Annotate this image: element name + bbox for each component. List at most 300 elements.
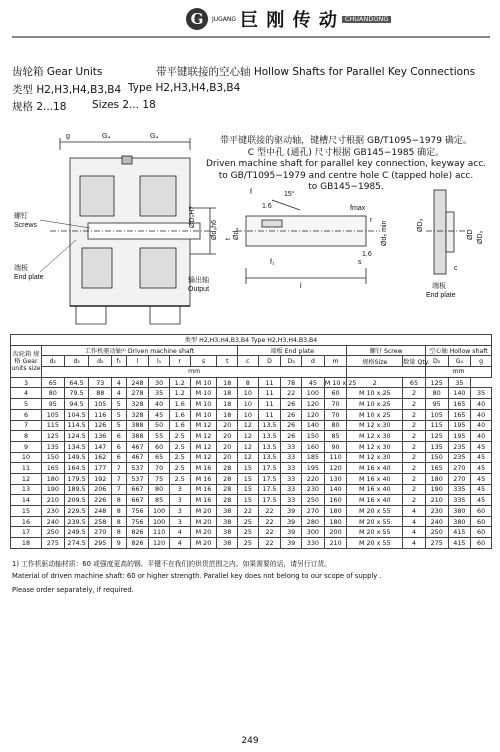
table-cell: 11 xyxy=(258,388,281,399)
label-f: f xyxy=(250,189,252,196)
table-cell: M 16 xyxy=(190,463,217,474)
brand-en-left: JUGANG xyxy=(212,15,237,23)
table-cell: 4 xyxy=(169,527,190,538)
table-cell: 240 xyxy=(41,516,64,527)
table-cell: 10 xyxy=(11,452,42,463)
table-cell: 4 xyxy=(403,538,426,549)
table-cell: 235 xyxy=(448,452,471,463)
table-cell: 18 xyxy=(11,538,42,549)
table-cell: 45 xyxy=(471,495,492,506)
sub-header-cell: f₁ xyxy=(112,356,126,367)
table-cell: 94.5 xyxy=(64,399,89,410)
table-row xyxy=(11,399,492,410)
table-cell: 165 xyxy=(425,463,448,474)
table-cell: 140 xyxy=(324,484,347,495)
table-cell: 1.6 xyxy=(169,409,190,420)
table-cell: 80 xyxy=(425,388,448,399)
table-cell: 210 xyxy=(324,538,347,549)
label-endplate2-en: End plate xyxy=(426,292,456,299)
table-cell: 278 xyxy=(126,388,149,399)
table-cell: 12 xyxy=(238,441,259,452)
table-cell: 22 xyxy=(258,506,281,517)
table-cell: 2 xyxy=(403,420,426,431)
table-cell: 274.5 xyxy=(64,538,89,549)
table-cell: 2 xyxy=(403,441,426,452)
table-cell: 130 xyxy=(324,473,347,484)
title-sizes-cn: 规格 2...18 xyxy=(12,101,67,113)
table-cell: 230 xyxy=(302,484,325,495)
table-cell: 280 xyxy=(302,516,325,527)
table-cell: 40 xyxy=(149,399,170,410)
table-cell: M 20 xyxy=(190,527,217,538)
table-cell: 2.5 xyxy=(169,463,190,474)
table-cell: 180 xyxy=(41,473,64,484)
table-row xyxy=(11,420,492,431)
sub-header-cell: D₃ xyxy=(281,356,302,367)
table-cell: 6 xyxy=(112,452,126,463)
table-cell: 7 xyxy=(112,463,126,474)
table-cell: 65 xyxy=(403,377,426,388)
table-cell: 15 xyxy=(11,506,42,517)
table-cell: 60 xyxy=(471,527,492,538)
table-cell: 250 xyxy=(425,527,448,538)
group-driven-header: 工作机驱动轴¹⁾ Driven machine shaft xyxy=(41,345,237,356)
table-cell: M 20 x 55 xyxy=(347,527,403,538)
table-cell: M 10 x 25 xyxy=(324,378,357,387)
table-cell: 164.5 xyxy=(64,463,89,474)
table-row xyxy=(11,409,492,420)
table-cell: 116 xyxy=(89,409,112,420)
table-cell: 25 xyxy=(238,516,259,527)
table-cell: 756 xyxy=(126,506,149,517)
table-cell: 80 xyxy=(149,484,170,495)
table-cell: 33 xyxy=(281,484,302,495)
note-en-3: to GB145−1985. xyxy=(308,182,384,192)
table-cell: 4 xyxy=(112,377,126,388)
table-cell: 147 xyxy=(89,441,112,452)
table-cell: 100 xyxy=(149,506,170,517)
label-endplate-en: End plate xyxy=(14,274,44,281)
table-cell: 35 xyxy=(149,388,170,399)
table-cell: 270 xyxy=(448,463,471,474)
table-cell: 13 xyxy=(11,484,42,495)
sub-header-cell: d₃ xyxy=(64,356,89,367)
table-cell: 328 xyxy=(126,399,149,410)
table-cell: 45 xyxy=(302,377,325,388)
logo-emblem: G xyxy=(186,8,208,30)
page-header xyxy=(0,0,500,36)
table-cell: 2 xyxy=(403,399,426,410)
table-cell: 60 xyxy=(149,441,170,452)
table-cell: 7 xyxy=(11,420,42,431)
table-cell: 8 xyxy=(112,506,126,517)
label-1-6: 1.6 xyxy=(262,203,272,210)
table-row xyxy=(11,527,492,538)
table-cell: 1.6 xyxy=(169,399,190,410)
table-cell: 18 xyxy=(217,388,238,399)
sub-header-cell: D₂ xyxy=(425,356,448,367)
table-cell: 40 xyxy=(471,431,492,442)
table-cell: 270 xyxy=(448,473,471,484)
table-cell: 40 xyxy=(471,420,492,431)
table-cell: 235 xyxy=(448,441,471,452)
table-cell: 33 xyxy=(281,441,302,452)
sub-header-cell: d₅ xyxy=(89,356,112,367)
footnote-cn: 1) 工作机驱动轴材质：60 或强度更高的钢。平键不在我们的供货范围之内。如果需要的话，请另行订货。 xyxy=(12,560,332,568)
label-screws-en: Screws xyxy=(14,222,37,229)
table-cell: 1.6 xyxy=(169,420,190,431)
table-cell: 22 xyxy=(281,388,302,399)
table-cell: 5 xyxy=(11,399,42,410)
table-cell: 8 xyxy=(112,516,126,527)
table-cell: 28 xyxy=(217,484,238,495)
table-cell: 95 xyxy=(425,399,448,410)
table-row xyxy=(11,516,492,527)
title-type-en: Type H2,H3,H4,B3,B4 xyxy=(128,82,241,94)
label-d4: Ød₄ xyxy=(233,227,240,240)
table-cell: 192 xyxy=(89,473,112,484)
sub-header-cell: c xyxy=(238,356,259,367)
table-cell: 190 xyxy=(41,484,64,495)
sub-header-cell: l₁ xyxy=(149,356,170,367)
table-cell: 149.5 xyxy=(64,452,89,463)
table-cell: 270 xyxy=(89,527,112,538)
table-cell: 22 xyxy=(258,516,281,527)
table-cell: 667 xyxy=(126,495,149,506)
table-cell: 415 xyxy=(448,538,471,549)
table-cell: 2 xyxy=(403,431,426,442)
table-cell: M 16 xyxy=(190,495,217,506)
table-cell: 38 xyxy=(217,538,238,549)
table-cell: 12 xyxy=(238,420,259,431)
table-cell: M 16 x 40 xyxy=(347,473,403,484)
group-screw-header: 螺钉 Screw xyxy=(347,345,425,356)
label-g: g xyxy=(66,133,70,140)
table-cell: 13.5 xyxy=(258,431,281,442)
table-cell: 10 xyxy=(238,399,259,410)
table-cell: 20 xyxy=(217,452,238,463)
table-cell: 105 xyxy=(425,409,448,420)
table-cell: M 12 xyxy=(190,452,217,463)
table-header-row xyxy=(11,335,492,346)
table-cell: 2 xyxy=(403,409,426,420)
sub-header-cell: G₄ xyxy=(448,356,471,367)
table-cell: 100 xyxy=(302,388,325,399)
table-cell: 33 xyxy=(281,463,302,474)
note-cn-2: C 型中孔 (通孔) 尺寸根据 GB145−1985 确定。 xyxy=(247,147,445,158)
table-cell: 39 xyxy=(281,506,302,517)
sub-header-cell: t xyxy=(217,356,238,367)
label-r: r xyxy=(370,217,373,224)
table-cell: 25 xyxy=(238,538,259,549)
sub-header-cell: m xyxy=(324,356,347,367)
label-1-6b: 1.6 xyxy=(362,251,372,258)
label-output-cn: 输出轴 xyxy=(188,277,209,284)
table-cell: 270 xyxy=(302,506,325,517)
title-gear-units: 齿轮箱 Gear Units xyxy=(12,66,103,78)
table-cell: 14 xyxy=(11,495,42,506)
table-cell: 85 xyxy=(149,495,170,506)
label-t: t xyxy=(225,238,232,240)
table-cell: 4 xyxy=(112,388,126,399)
table-cell: 28 xyxy=(217,463,238,474)
note-cn-1: 带平键联接的驱动轴，键槽尺寸根据 GB/T1095−1979 确定。 xyxy=(220,136,472,146)
table-cell: M 16 x 40 xyxy=(347,495,403,506)
table-cell: M 12 x 30 xyxy=(347,441,403,452)
table-cell: 120 xyxy=(302,409,325,420)
table-row xyxy=(11,495,492,506)
table-cell: 65 xyxy=(149,452,170,463)
table-cell: M 20 xyxy=(190,506,217,517)
table-cell: 65 xyxy=(41,377,64,388)
table-cell: 11 xyxy=(258,377,281,388)
label-d5: Ød₅ min xyxy=(381,220,388,246)
table-cell: 104.5 xyxy=(64,409,89,420)
table-cell: 114.5 xyxy=(64,420,89,431)
table-cell: 7 xyxy=(112,484,126,495)
table-cell: 2.5 xyxy=(169,452,190,463)
sub-header-cell: d₂ xyxy=(41,356,64,367)
table-cell: 17.5 xyxy=(258,495,281,506)
table-cell: 22 xyxy=(258,527,281,538)
table-cell: M 20 x 55 xyxy=(347,516,403,527)
label-s: s xyxy=(358,259,362,266)
table-cell: 18 xyxy=(217,409,238,420)
table-cell: 230 xyxy=(425,506,448,517)
table-cell: 140 xyxy=(448,388,471,399)
table-cell: 3 xyxy=(11,377,42,388)
table-cell: 210 xyxy=(41,495,64,506)
table-cell: 388 xyxy=(126,420,149,431)
table-cell: 15 xyxy=(238,473,259,484)
table-cell: 17.5 xyxy=(258,484,281,495)
table-cell: 667 xyxy=(126,484,149,495)
col-size-header: 齿轮箱 规格 Gear units size xyxy=(11,345,42,377)
brand-logo xyxy=(186,6,391,32)
table-cell: 90 xyxy=(324,441,347,452)
table-cell: M 10 x 25 xyxy=(347,399,403,410)
table-cell: 239.5 xyxy=(64,516,89,527)
table-row xyxy=(11,441,492,452)
technical-drawing xyxy=(10,128,492,328)
label-d3h6: Ød₃h6 xyxy=(211,220,218,240)
table-cell: 3 xyxy=(169,495,190,506)
table-cell: 60 xyxy=(471,516,492,527)
table-cell: 5 xyxy=(112,399,126,410)
table-cell: 6 xyxy=(11,409,42,420)
table-cell: 13.5 xyxy=(258,452,281,463)
table-cell: 55 xyxy=(149,431,170,442)
table-cell: 9 xyxy=(112,538,126,549)
table-cell: 162 xyxy=(89,452,112,463)
table-cell: 467 xyxy=(126,441,149,452)
table-cell: 73 xyxy=(89,377,112,388)
table-cell: 195 xyxy=(448,420,471,431)
table-cell: 195 xyxy=(448,431,471,442)
sub-header-cell: 规格Size xyxy=(347,356,403,367)
table-cell: M 10 xyxy=(190,377,217,388)
table-row xyxy=(11,484,492,495)
table-type-header: 类型 H2,H3,H4,B3,B4 Type H2,H3,H4,B3,B4 xyxy=(11,335,492,346)
table-cell: 38 xyxy=(217,516,238,527)
table-cell: 177 xyxy=(89,463,112,474)
table-cell: 4 xyxy=(11,388,42,399)
table-cell: 179.5 xyxy=(64,473,89,484)
note-en-1: Driven machine shaft for parallel key connection, keyway acc. xyxy=(206,159,486,169)
table-cell: 826 xyxy=(126,538,149,549)
table-cell: 210 xyxy=(425,495,448,506)
table-cell: M 12 x 30 xyxy=(347,452,403,463)
table-cell: 2 xyxy=(403,388,426,399)
table-cell: 335 xyxy=(448,495,471,506)
table-cell: 120 xyxy=(302,399,325,410)
table-cell: 125 xyxy=(425,377,448,388)
table-row xyxy=(11,452,492,463)
table-cell: 415 xyxy=(448,527,471,538)
table-cell: 26 xyxy=(281,409,302,420)
end-plate xyxy=(426,190,470,274)
table-cell: 60 xyxy=(324,388,347,399)
label-D2: ØD₂H7 xyxy=(189,205,196,228)
table-cell: 15 xyxy=(238,484,259,495)
table-cell: 8 xyxy=(11,431,42,442)
table-cell: 220 xyxy=(302,473,325,484)
table-cell: 5 xyxy=(112,409,126,420)
label-output-en: Output xyxy=(188,286,210,293)
unit-mm-2: mm xyxy=(425,367,491,378)
table-cell: 467 xyxy=(126,452,149,463)
table-cell: 150 xyxy=(41,452,64,463)
table-cell: 160 xyxy=(324,495,347,506)
table-cell: 134.5 xyxy=(64,441,89,452)
label-G4a: G₄ xyxy=(102,133,111,140)
table-cell: 39 xyxy=(281,538,302,549)
table-cell: 2 xyxy=(403,484,426,495)
table-cell: 105 xyxy=(89,399,112,410)
table-cell: 140 xyxy=(302,420,325,431)
table-cell: 120 xyxy=(324,463,347,474)
table-cell: 380 xyxy=(448,506,471,517)
sub-header-cell: d xyxy=(302,356,325,367)
table-row xyxy=(11,463,492,474)
table-cell: 160 xyxy=(302,441,325,452)
table-cell: M 16 x 40 xyxy=(347,484,403,495)
table-cell: 33 xyxy=(281,473,302,484)
table-row xyxy=(11,388,492,399)
table-cell: 40 xyxy=(471,409,492,420)
table-cell: 12 xyxy=(238,431,259,442)
group-endplate-header: 端板 End plate xyxy=(238,345,347,356)
table-cell: M 16 x 40 xyxy=(347,463,403,474)
table-cell: 13.5 xyxy=(258,441,281,452)
sub-header-cell: r xyxy=(169,356,190,367)
table-cell: 10 xyxy=(238,409,259,420)
group-hollow-header: 空心轴 Hollow shaft xyxy=(425,345,491,356)
table-cell: 11 xyxy=(258,409,281,420)
table-cell: 2 xyxy=(403,452,426,463)
table-cell: 11 xyxy=(258,399,281,410)
table-cell: 16 xyxy=(11,516,42,527)
table-cell: 230 xyxy=(41,506,64,517)
table-cell: 100 xyxy=(149,516,170,527)
sub-header-cell: s xyxy=(190,356,217,367)
table-cell: 12 xyxy=(238,452,259,463)
table-cell: 4 xyxy=(403,506,426,517)
driven-shaft xyxy=(236,200,380,284)
sub-header-row xyxy=(11,356,492,367)
table-cell: 335 xyxy=(448,484,471,495)
logo-sub-text xyxy=(212,16,236,23)
table-cell: 79.5 xyxy=(64,388,89,399)
table-cell: 248 xyxy=(126,377,149,388)
table-cell: M 20 xyxy=(190,516,217,527)
gearbox-section xyxy=(50,138,216,324)
table-cell: 380 xyxy=(448,516,471,527)
table-cell: 3 xyxy=(169,516,190,527)
table-cell: 275 xyxy=(41,538,64,549)
sub-header-cell: l xyxy=(126,356,149,367)
table-cell: 22 xyxy=(258,538,281,549)
table-cell: 115 xyxy=(425,420,448,431)
label-fmax: fmax xyxy=(350,205,366,212)
table-cell: 40 xyxy=(471,399,492,410)
table-cell: 3 xyxy=(169,484,190,495)
table-cell: 1.2 xyxy=(169,377,190,388)
table-cell: 135 xyxy=(425,441,448,452)
table-cell: 60 xyxy=(471,538,492,549)
table-cell: 7 xyxy=(112,473,126,484)
table-cell: 537 xyxy=(126,473,149,484)
table-cell: 39 xyxy=(281,527,302,538)
table-cell: 258 xyxy=(89,516,112,527)
table-cell: 229.5 xyxy=(64,506,89,517)
table-cell: 60 xyxy=(471,506,492,517)
footnote-en-1: Material of driven machine shaft: 60 or higher strength. Parallel key does not belong to our scope of supply . xyxy=(12,572,382,580)
table-cell: 64.5 xyxy=(64,377,89,388)
sub-header-cell: 数量 Qty. xyxy=(403,356,426,367)
unit-mm: mm xyxy=(41,367,346,378)
table-cell: 180 xyxy=(425,473,448,484)
table-cell: 35 xyxy=(448,377,471,388)
table-cell: 88 xyxy=(89,388,112,399)
table-cell: M 12 x 30 xyxy=(347,431,403,442)
table-cell: 250 xyxy=(302,495,325,506)
table-cell: 26 xyxy=(281,420,302,431)
table-cell: 110 xyxy=(149,527,170,538)
table-cell: 35 xyxy=(471,388,492,399)
table-cell: 15 xyxy=(238,495,259,506)
table-cell: M 16 xyxy=(190,484,217,495)
table-cell: 20 xyxy=(217,420,238,431)
table-cell: 1.2 xyxy=(169,388,190,399)
table-cell: 2 xyxy=(347,377,403,388)
table-cell: 275 xyxy=(425,538,448,549)
table-cell: 17.5 xyxy=(258,473,281,484)
table-cell: M 16 xyxy=(190,473,217,484)
table-cell: 12 xyxy=(11,473,42,484)
table-cell: 17 xyxy=(11,527,42,538)
table-cell: 756 xyxy=(126,516,149,527)
table-cell: 206 xyxy=(89,484,112,495)
table-cell: 165 xyxy=(448,409,471,420)
table-cell: 180 xyxy=(324,506,347,517)
label-screws-cn: 螺钉 xyxy=(14,213,28,220)
table-cell: 28 xyxy=(217,495,238,506)
note-en-2: to GB/T1095−1979 and centre hole C (tapped hole) acc. xyxy=(218,170,474,181)
table-cell: 165 xyxy=(41,463,64,474)
table-cell: 8 xyxy=(238,377,259,388)
table-cell: 22 xyxy=(238,506,259,517)
